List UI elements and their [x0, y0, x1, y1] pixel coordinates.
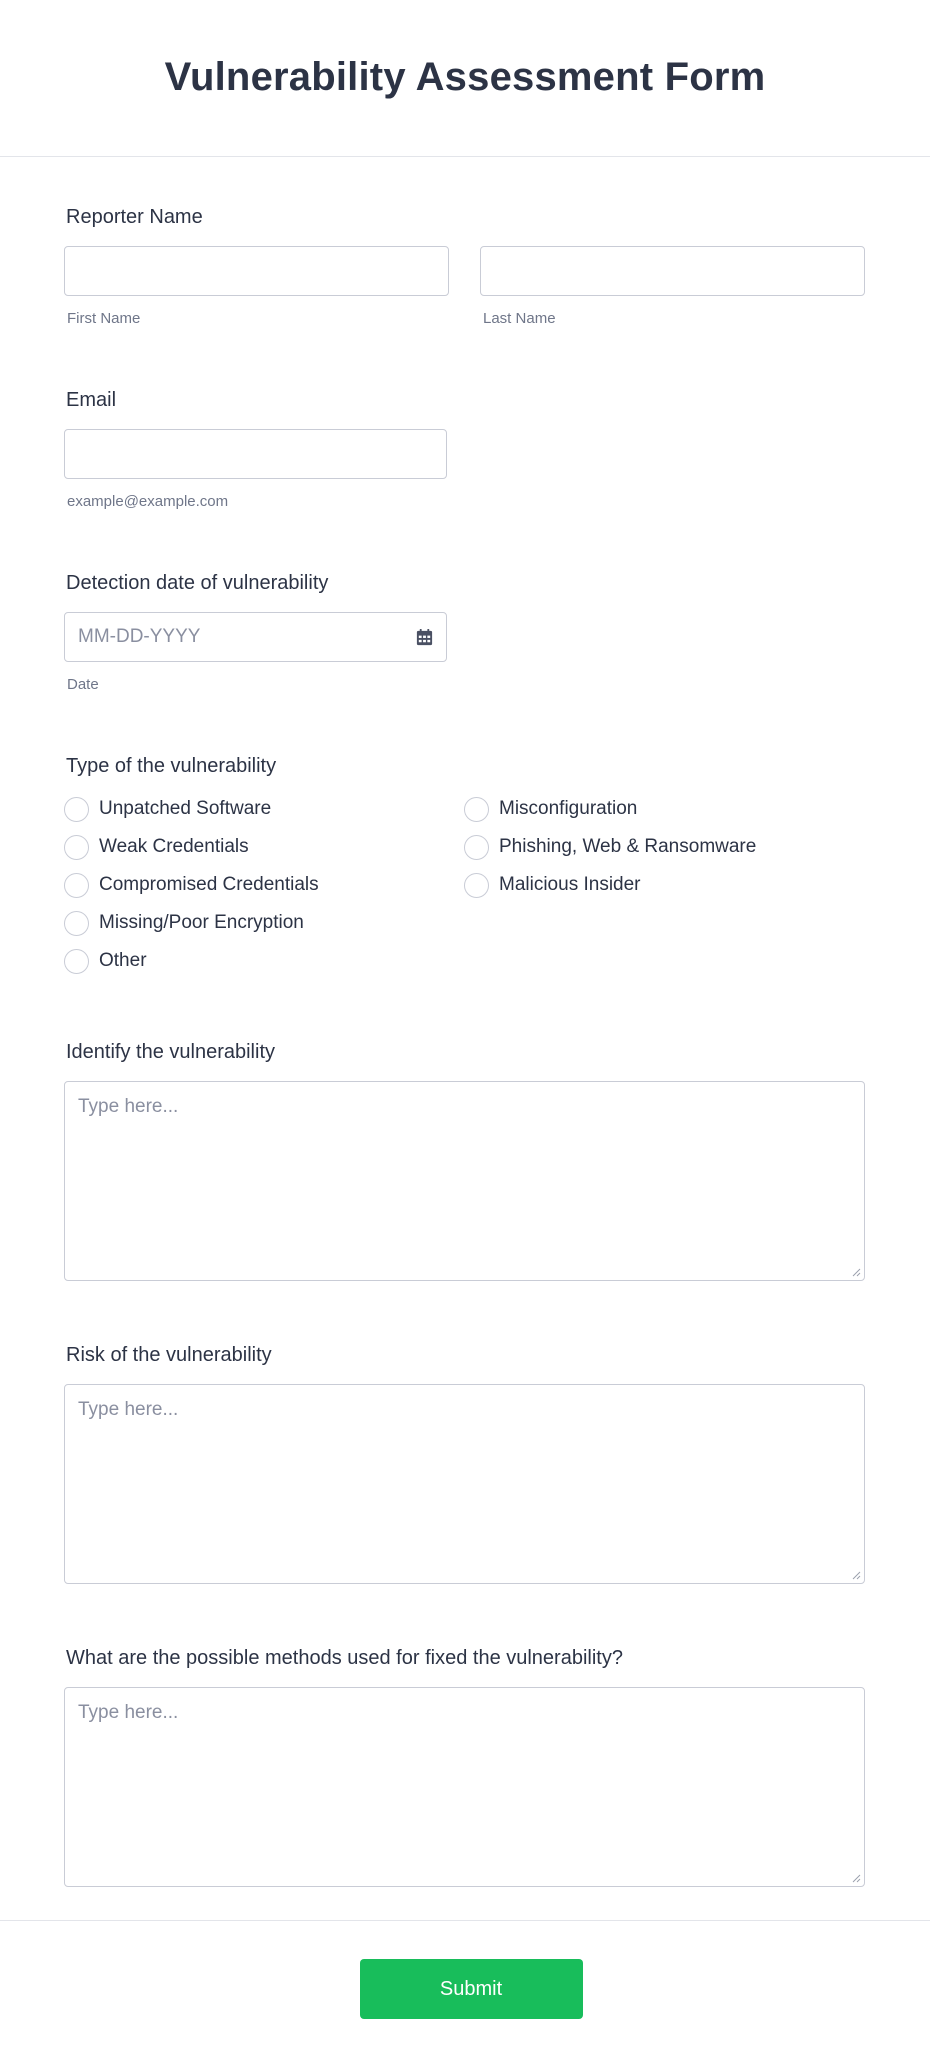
radio-circle[interactable] [464, 835, 489, 860]
radio-circle[interactable] [64, 911, 89, 936]
radio-misconfiguration[interactable] [464, 796, 864, 822]
last-name-sublabel: Last Name [483, 310, 556, 327]
radio-circle[interactable] [64, 873, 89, 898]
date-sublabel: Date [67, 676, 99, 693]
radio-weak-credentials[interactable] [64, 834, 464, 860]
risk-textarea-wrapper [64, 1384, 865, 1584]
vulnerability-type-section [64, 755, 866, 974]
methods-section [64, 1647, 866, 1887]
radio-label: Other [99, 950, 147, 971]
submit-button[interactable]: Submit [360, 1959, 583, 2019]
vulnerability-type-label: Type of the vulnerability [66, 755, 277, 777]
radio-label: Phishing, Web & Ransomware [499, 836, 757, 857]
radio-compromised-credentials[interactable] [64, 872, 464, 898]
email-section [64, 389, 866, 510]
radio-label: Compromised Credentials [99, 874, 319, 895]
radio-other[interactable] [64, 948, 464, 974]
last-name-group [480, 246, 865, 327]
radio-missing-poor-encryption[interactable] [64, 910, 464, 936]
radio-unpatched-software[interactable] [64, 796, 464, 822]
radio-circle[interactable] [464, 873, 489, 898]
radio-label: Missing/Poor Encryption [99, 912, 304, 933]
detection-date-section [64, 572, 866, 693]
date-input-wrapper [64, 612, 447, 662]
methods-label: What are the possible methods used for fixed the vulnerability? [66, 1647, 623, 1669]
detection-date-label: Detection date of vulnerability [66, 572, 329, 594]
email-sublabel: example@example.com [67, 493, 229, 510]
form-footer [0, 1920, 930, 2068]
resize-handle-icon[interactable] [851, 1267, 861, 1277]
risk-textarea[interactable] [64, 1384, 865, 1584]
resize-handle-icon[interactable] [851, 1873, 861, 1883]
radio-phishing-web-ransomware[interactable] [464, 834, 864, 860]
methods-textarea-wrapper [64, 1687, 865, 1887]
email-label: Email [66, 389, 117, 411]
last-name-input[interactable] [480, 246, 865, 296]
form-title: Vulnerability Assessment Form [164, 54, 766, 99]
email-input[interactable] [64, 429, 447, 479]
reporter-name-section [64, 206, 866, 327]
radio-label: Weak Credentials [99, 836, 249, 857]
radio-label: Misconfiguration [499, 798, 638, 819]
radio-label: Malicious Insider [499, 874, 641, 895]
radio-circle[interactable] [64, 835, 89, 860]
identify-label: Identify the vulnerability [66, 1041, 276, 1063]
detection-date-input[interactable] [64, 612, 447, 662]
radio-circle[interactable] [464, 797, 489, 822]
radio-label: Unpatched Software [99, 798, 272, 819]
risk-label: Risk of the vulnerability [66, 1344, 272, 1366]
identify-textarea[interactable] [64, 1081, 865, 1281]
form-header [0, 0, 930, 157]
radio-circle[interactable] [64, 949, 89, 974]
risk-section [64, 1344, 866, 1584]
radio-circle[interactable] [64, 797, 89, 822]
first-name-group [64, 246, 449, 327]
identify-section [64, 1041, 866, 1281]
vulnerability-type-options [64, 796, 866, 974]
calendar-icon[interactable] [415, 628, 434, 647]
resize-handle-icon[interactable] [851, 1570, 861, 1580]
identify-textarea-wrapper [64, 1081, 865, 1281]
radio-malicious-insider[interactable] [464, 872, 864, 898]
reporter-name-label: Reporter Name [66, 206, 203, 228]
radio-placeholder-empty [464, 910, 864, 936]
methods-textarea[interactable] [64, 1687, 865, 1887]
first-name-input[interactable] [64, 246, 449, 296]
first-name-sublabel: First Name [67, 310, 141, 327]
